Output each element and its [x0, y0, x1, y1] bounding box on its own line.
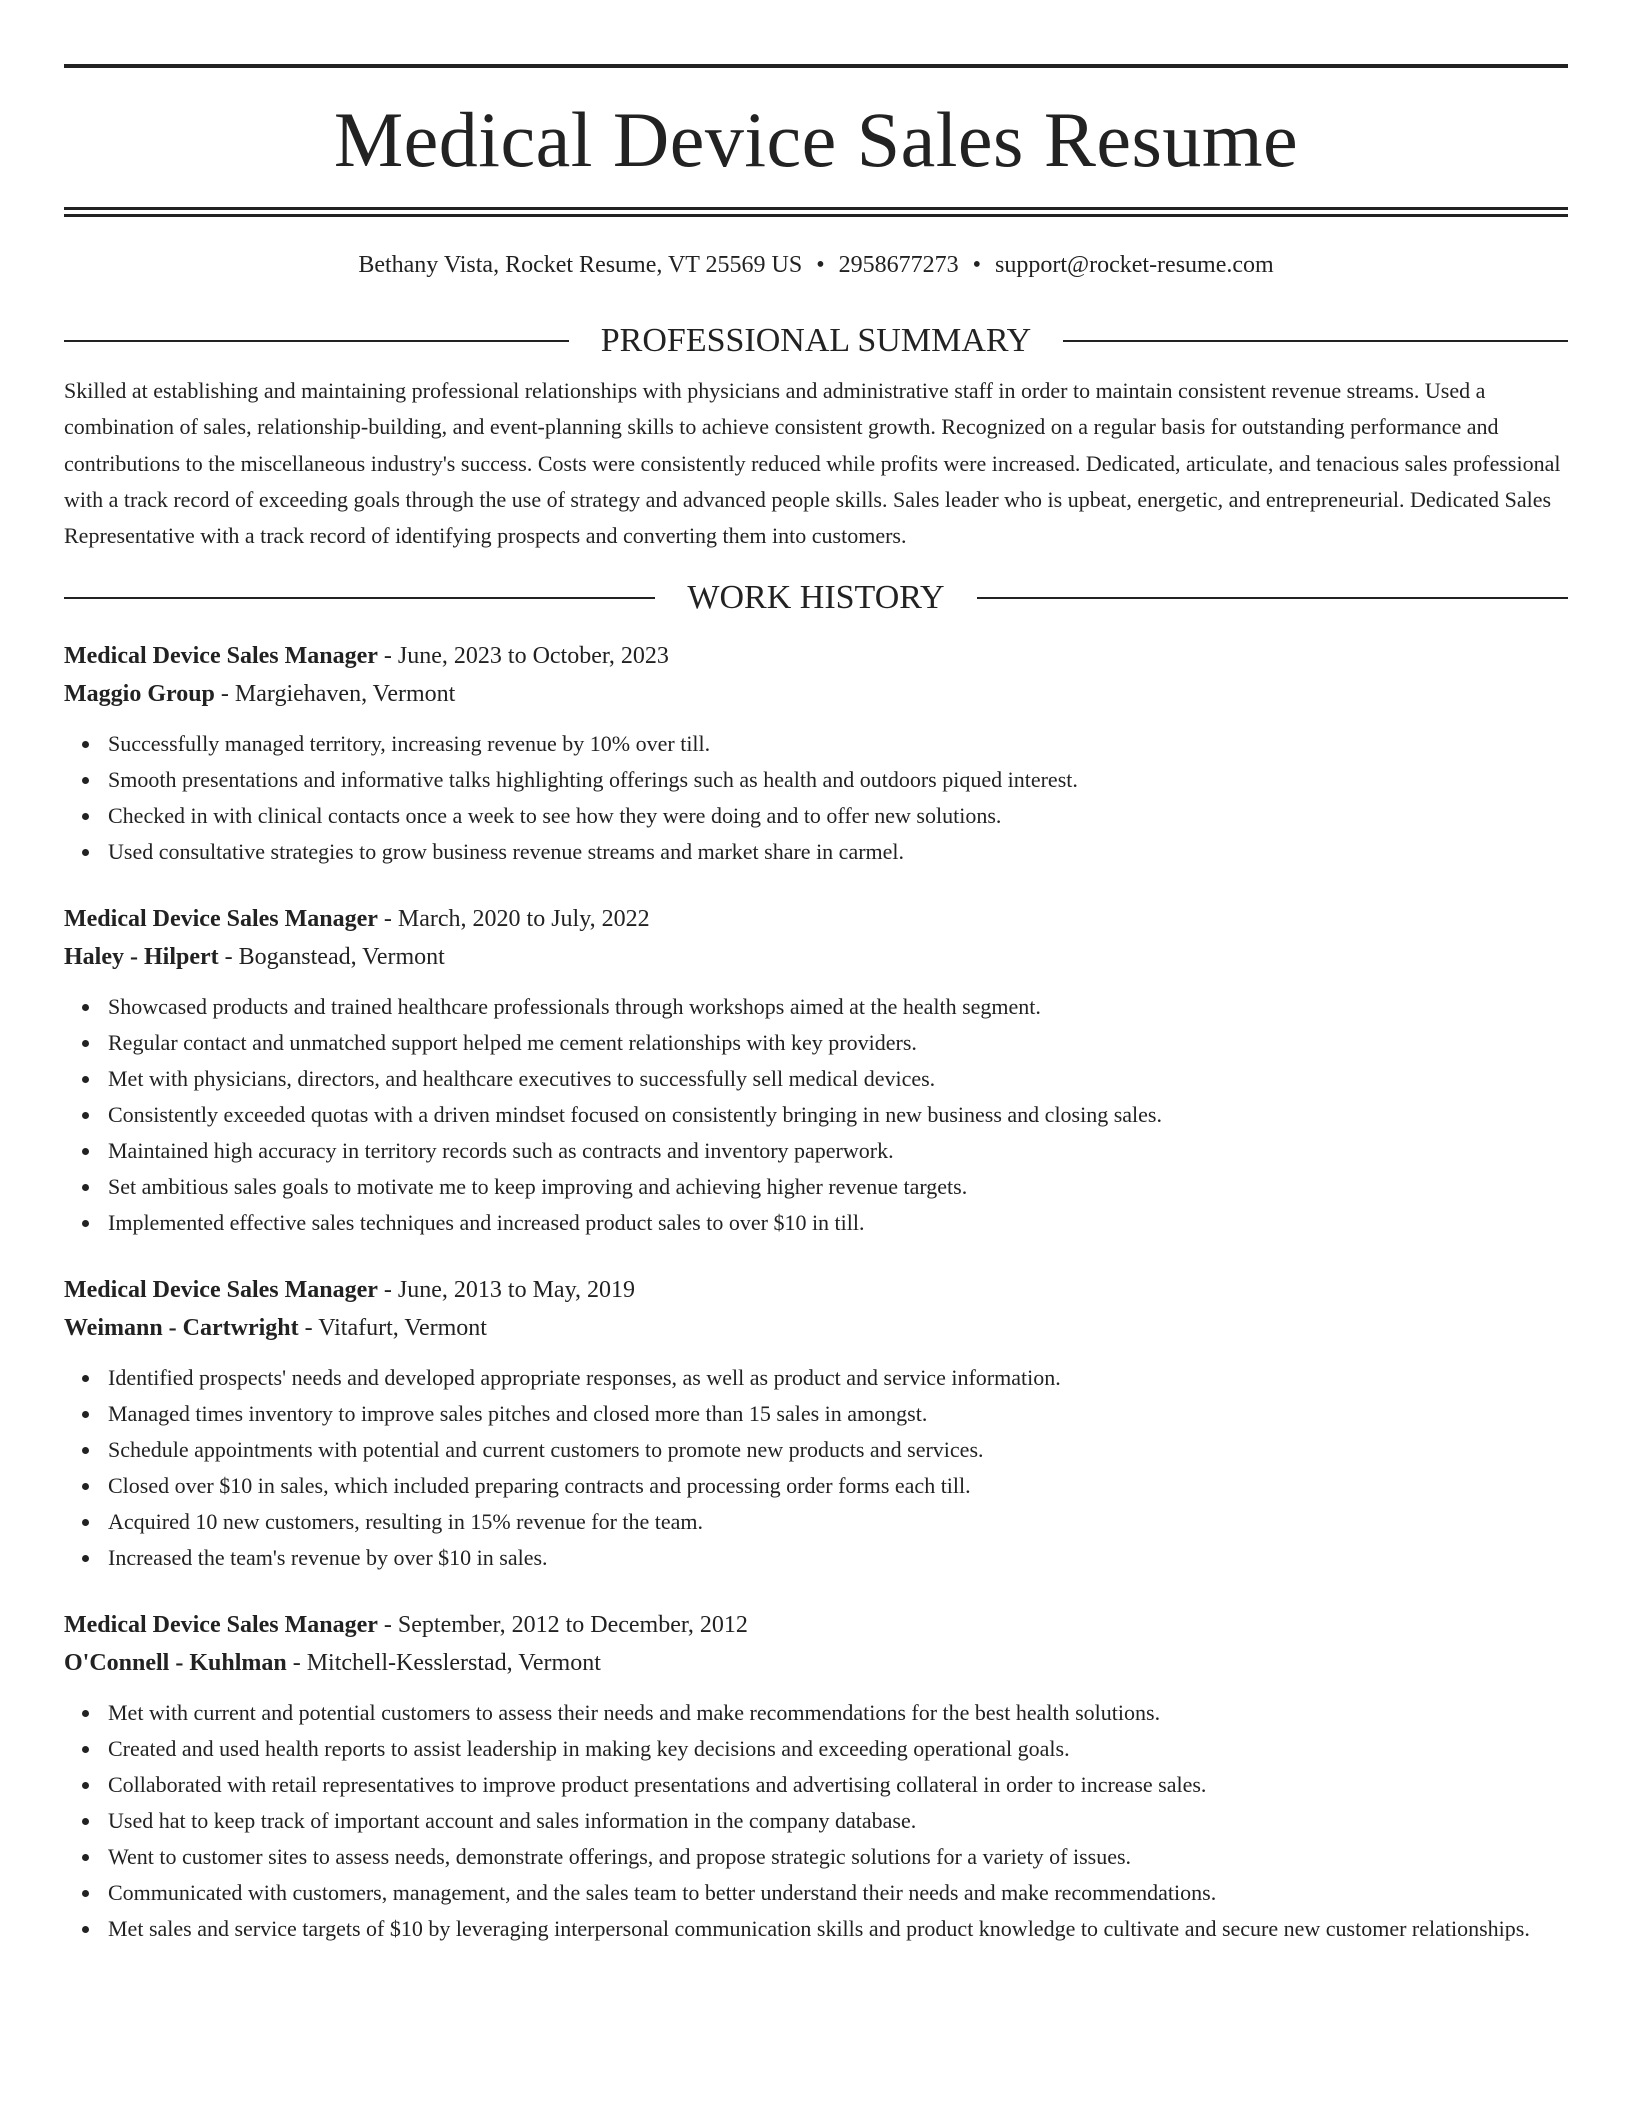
heading-rule-left	[64, 340, 569, 342]
job-bullet: Used hat to keep track of important account and sales information in the company database.	[108, 1803, 1568, 1839]
work-heading-label: WORK HISTORY	[687, 579, 945, 617]
job-bullet: Met sales and service targets of $10 by leveraging interpersonal communication skills and product knowledge to cultivate and secure new customer relationships.	[108, 1911, 1568, 1947]
job-bullet: Smooth presentations and informative talks highlighting offerings such as health and outdoors piqued interest.	[108, 762, 1568, 798]
job-bullet: Went to customer sites to assess needs, demonstrate offerings, and propose strategic solutions for a variety of issues.	[108, 1839, 1568, 1875]
job-dates: - June, 2013 to May, 2019	[377, 1277, 636, 1304]
job-bullet: Acquired 10 new customers, resulting in 15% revenue for the team.	[108, 1504, 1568, 1540]
job-bullet: Regular contact and unmatched support helped me cement relationships with key providers.	[108, 1025, 1568, 1061]
job-bullet: Increased the team's revenue by over $10 in sales.	[108, 1540, 1568, 1576]
job-title-line	[64, 1271, 1568, 1309]
job-company-line	[64, 675, 1568, 713]
job-dates: - September, 2012 to December, 2012	[377, 1612, 748, 1639]
job-bullet: Managed times inventory to improve sales pitches and closed more than 15 sales in amongst.	[108, 1396, 1568, 1432]
work-section-heading	[64, 580, 1568, 616]
job-bullet-list	[64, 726, 1568, 870]
job-bullet: Identified prospects' needs and developed appropriate responses, as well as product and service information.	[108, 1360, 1568, 1396]
heading-rule-right	[977, 597, 1568, 599]
title-double-rule	[64, 207, 1568, 217]
job-bullet: Met with current and potential customers to assess their needs and make recommendations for the best health solutions.	[108, 1695, 1568, 1731]
job-dates: - March, 2020 to July, 2022	[377, 906, 650, 933]
job-title-line	[64, 900, 1568, 938]
job-company: O'Connell - Kuhlman	[64, 1650, 287, 1677]
contact-phone: 2958677273	[838, 252, 959, 278]
job-dates: - June, 2023 to October, 2023	[377, 643, 669, 670]
job-role: Medical Device Sales Manager	[64, 1277, 378, 1304]
job-location: - Margiehaven, Vermont	[214, 681, 456, 708]
job-company: Weimann - Cartwright	[64, 1315, 299, 1342]
job-bullet: Closed over $10 in sales, which included preparing contracts and processing order forms each till.	[108, 1468, 1568, 1504]
resume-page	[64, 64, 1568, 1947]
job-bullet: Schedule appointments with potential and current customers to promote new products and services.	[108, 1432, 1568, 1468]
job-bullet: Set ambitious sales goals to motivate me to keep improving and achieving higher revenue targets.	[108, 1169, 1568, 1205]
heading-rule-right	[1063, 340, 1568, 342]
contact-address: Bethany Vista, Rocket Resume, VT 25569 US	[358, 252, 803, 278]
job-bullet-list	[64, 1360, 1568, 1576]
job-bullet: Collaborated with retail representatives to improve product presentations and advertising collateral in order to increase sales.	[108, 1767, 1568, 1803]
contact-separator: •	[972, 252, 981, 278]
job-bullet: Communicated with customers, management, and the sales team to better understand their needs and make recommendations.	[108, 1875, 1568, 1911]
summary-section-heading	[64, 323, 1568, 359]
heading-rule-left	[64, 597, 655, 599]
job-bullet: Showcased products and trained healthcare professionals through workshops aimed at the health segment.	[108, 989, 1568, 1025]
job-bullet: Maintained high accuracy in territory records such as contracts and inventory paperwork.	[108, 1133, 1568, 1169]
job-bullet: Checked in with clinical contacts once a week to see how they were doing and to offer new solutions.	[108, 798, 1568, 834]
summary-text: Skilled at establishing and maintaining professional relationships with physicians and administrative staff in order to maintain consistent revenue streams. Used a combination of sales, relationship-building, and event-planning skills to achieve consistent growth. Recognized on a regular basis for outstanding performance and contributions to the miscellaneous industry's success. Costs were consistently reduced while profits were increased. Dedicated, articulate, and tenacious sales professional with a track record of exceeding goals through the use of strategy and advanced people skills. Sales leader who is upbeat, energetic, and entrepreneurial. Dedicated Sales Representative with a track record of identifying prospects and converting them into customers.	[64, 378, 1561, 549]
summary-heading-label: PROFESSIONAL SUMMARY	[600, 322, 1032, 359]
job-location: - Boganstead, Vermont	[218, 944, 445, 971]
contact-email: support@rocket-resume.com	[995, 252, 1274, 278]
job-entry	[64, 1606, 1568, 1947]
job-role: Medical Device Sales Manager	[64, 1612, 378, 1639]
job-location: - Vitafurt, Vermont	[298, 1315, 487, 1342]
job-company-line	[64, 1644, 1568, 1682]
job-entry	[64, 637, 1568, 870]
job-bullet-list	[64, 989, 1568, 1241]
job-entry	[64, 1271, 1568, 1576]
job-company-line	[64, 1309, 1568, 1347]
job-title-line	[64, 1606, 1568, 1644]
job-title-line	[64, 637, 1568, 675]
job-company: Maggio Group	[64, 681, 215, 708]
job-bullet: Consistently exceeded quotas with a driven mindset focused on consistently bringing in new business and closing sales.	[108, 1097, 1568, 1133]
job-role: Medical Device Sales Manager	[64, 643, 378, 670]
job-bullet: Successfully managed territory, increasing revenue by 10% over till.	[108, 726, 1568, 762]
document-title: Medical Device Sales Resume	[333, 96, 1299, 183]
job-company-line	[64, 938, 1568, 976]
job-bullet: Implemented effective sales techniques and increased product sales to over $10 in till.	[108, 1205, 1568, 1241]
job-bullet: Met with physicians, directors, and healthcare executives to successfully sell medical devices.	[108, 1061, 1568, 1097]
job-bullet-list	[64, 1695, 1568, 1947]
job-bullet: Used consultative strategies to grow business revenue streams and market share in carmel.	[108, 834, 1568, 870]
work-history-list	[64, 637, 1568, 1947]
job-bullet: Created and used health reports to assist leadership in making key decisions and exceeding operational goals.	[108, 1731, 1568, 1767]
job-role: Medical Device Sales Manager	[64, 906, 378, 933]
job-company: Haley - Hilpert	[64, 944, 219, 971]
contact-separator: •	[816, 252, 825, 278]
job-entry	[64, 900, 1568, 1241]
contact-line	[64, 253, 1568, 277]
job-location: - Mitchell-Kesslerstad, Vermont	[286, 1650, 601, 1677]
